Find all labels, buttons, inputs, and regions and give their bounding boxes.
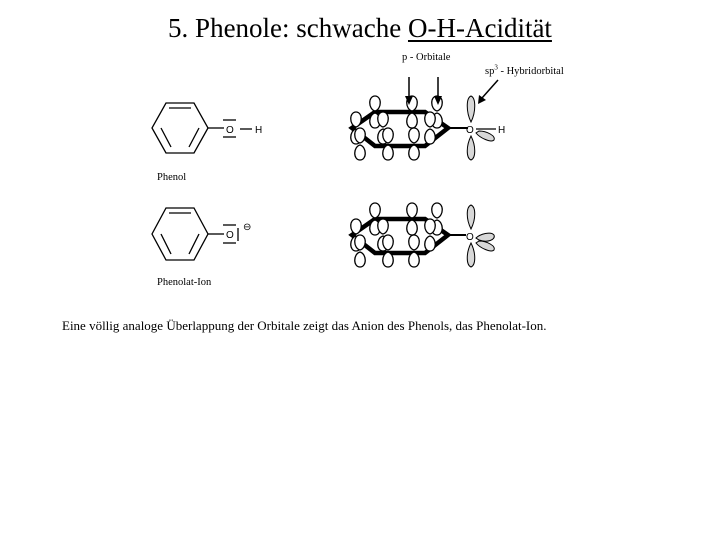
phenolate-name-label: Phenolat-Ion [157,277,212,288]
title-underlined-text: O-H-Acidität [407,13,552,43]
phenol-hydrogen-label: H [255,125,263,136]
phenolate-oxygen-label: O [226,230,234,241]
phenol-oxygen-label: O [226,125,234,136]
negative-charge-symbol: ⊖ [243,222,252,233]
phenol-structure [152,103,252,153]
sp3-orbital-label: $sp^3$ - Hybridorbital [485,63,564,77]
phenol-name-label: Phenol [157,172,187,183]
title-text: 5. Phenole: schwache [168,13,408,43]
slide-caption: Eine völlig analoge Überlappung der Orbitale zeigt das Anion des Phenols, das Phenolat-Ion. [62,318,547,333]
phenol-orbital-drawing [351,77,498,160]
orbital-oxygen-label: O [466,125,474,136]
p-orbital-label: p - Orbitale [402,52,451,63]
orbital-anion-oxygen-label: O [466,232,474,243]
orbital-hydrogen-label: H [498,125,506,136]
